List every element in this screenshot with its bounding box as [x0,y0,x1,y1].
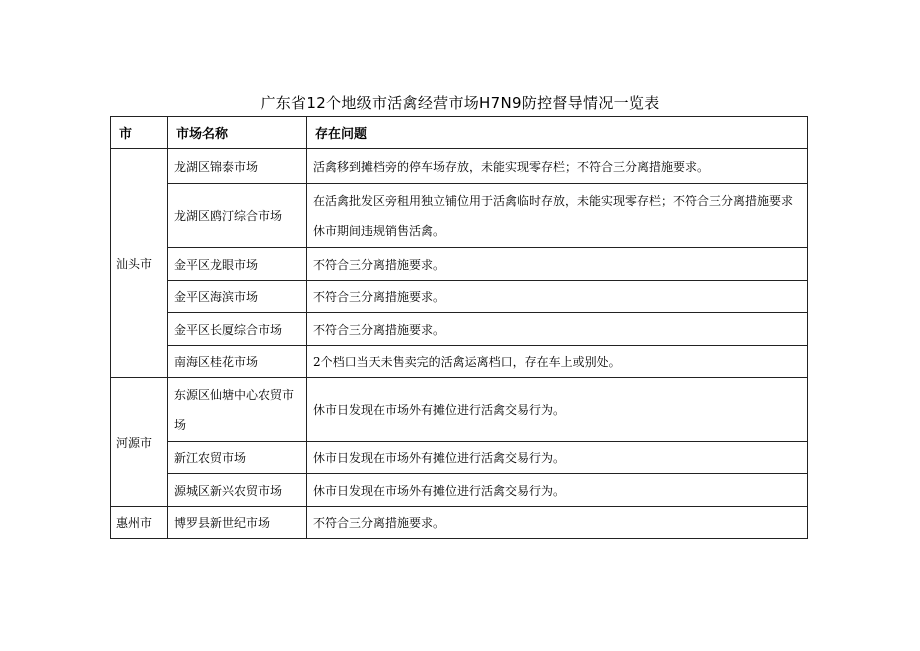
market-cell-line: 场 [174,417,187,432]
issue-cell: 不符合三分离措施要求。 [307,507,808,539]
table-row [111,507,808,539]
column-header-market: 市场名称 [168,117,307,149]
market-cell [168,378,307,442]
market-cell: 龙湖区锦泰市场 [168,149,307,184]
issue-cell-line: 休市期间违规销售活禽。 [313,223,446,238]
issue-cell: 休市日发现在市场外有摊位进行活禽交易行为。 [307,378,808,442]
issue-cell: 2个档口当天未售卖完的活禽运离档口，存在车上或别处。 [307,346,808,378]
issue-cell: 不符合三分离措施要求。 [307,281,808,313]
table-row [111,281,808,313]
column-header-issue: 存在问题 [307,117,808,149]
table-row [111,442,808,474]
table-row [111,378,808,442]
table-row [111,474,808,507]
market-cell: 新江农贸市场 [168,442,307,474]
table-row [111,346,808,378]
market-cell: 金平区长厦综合市场 [168,313,307,346]
table-row [111,149,808,184]
supervision-table [110,116,808,539]
issue-cell: 不符合三分离措施要求。 [307,248,808,281]
issue-cell: 休市日发现在市场外有摊位进行活禽交易行为。 [307,442,808,474]
issue-cell [307,184,808,248]
market-cell: 龙湖区鸥汀综合市场 [168,184,307,248]
city-cell-heyuan: 河源市 [111,378,168,507]
table-row [111,184,808,248]
city-cell-shantou: 汕头市 [111,149,168,378]
column-header-city: 市 [111,117,168,149]
table-row [111,248,808,281]
table-header-row [111,117,808,149]
city-cell-huizhou: 惠州市 [111,507,168,539]
market-cell: 源城区新兴农贸市场 [168,474,307,507]
document-title: 广东省12个地级市活禽经营市场H7N9防控督导情况一览表 [260,94,660,112]
market-cell-line: 东源区仙塘中心农贸市 [174,387,295,402]
issue-cell: 休市日发现在市场外有摊位进行活禽交易行为。 [307,474,808,507]
issue-cell-line: 在活禽批发区旁租用独立铺位用于活禽临时存放，未能实现零存栏；不符合三分离措施要求 [313,193,794,208]
market-cell: 金平区龙眼市场 [168,248,307,281]
market-cell: 金平区海滨市场 [168,281,307,313]
issue-cell: 活禽移到摊档旁的停车场存放，未能实现零存栏；不符合三分离措施要求。 [307,149,808,184]
market-cell: 南海区桂花市场 [168,346,307,378]
market-cell: 博罗县新世纪市场 [168,507,307,539]
issue-cell: 不符合三分离措施要求。 [307,313,808,346]
table-row [111,313,808,346]
